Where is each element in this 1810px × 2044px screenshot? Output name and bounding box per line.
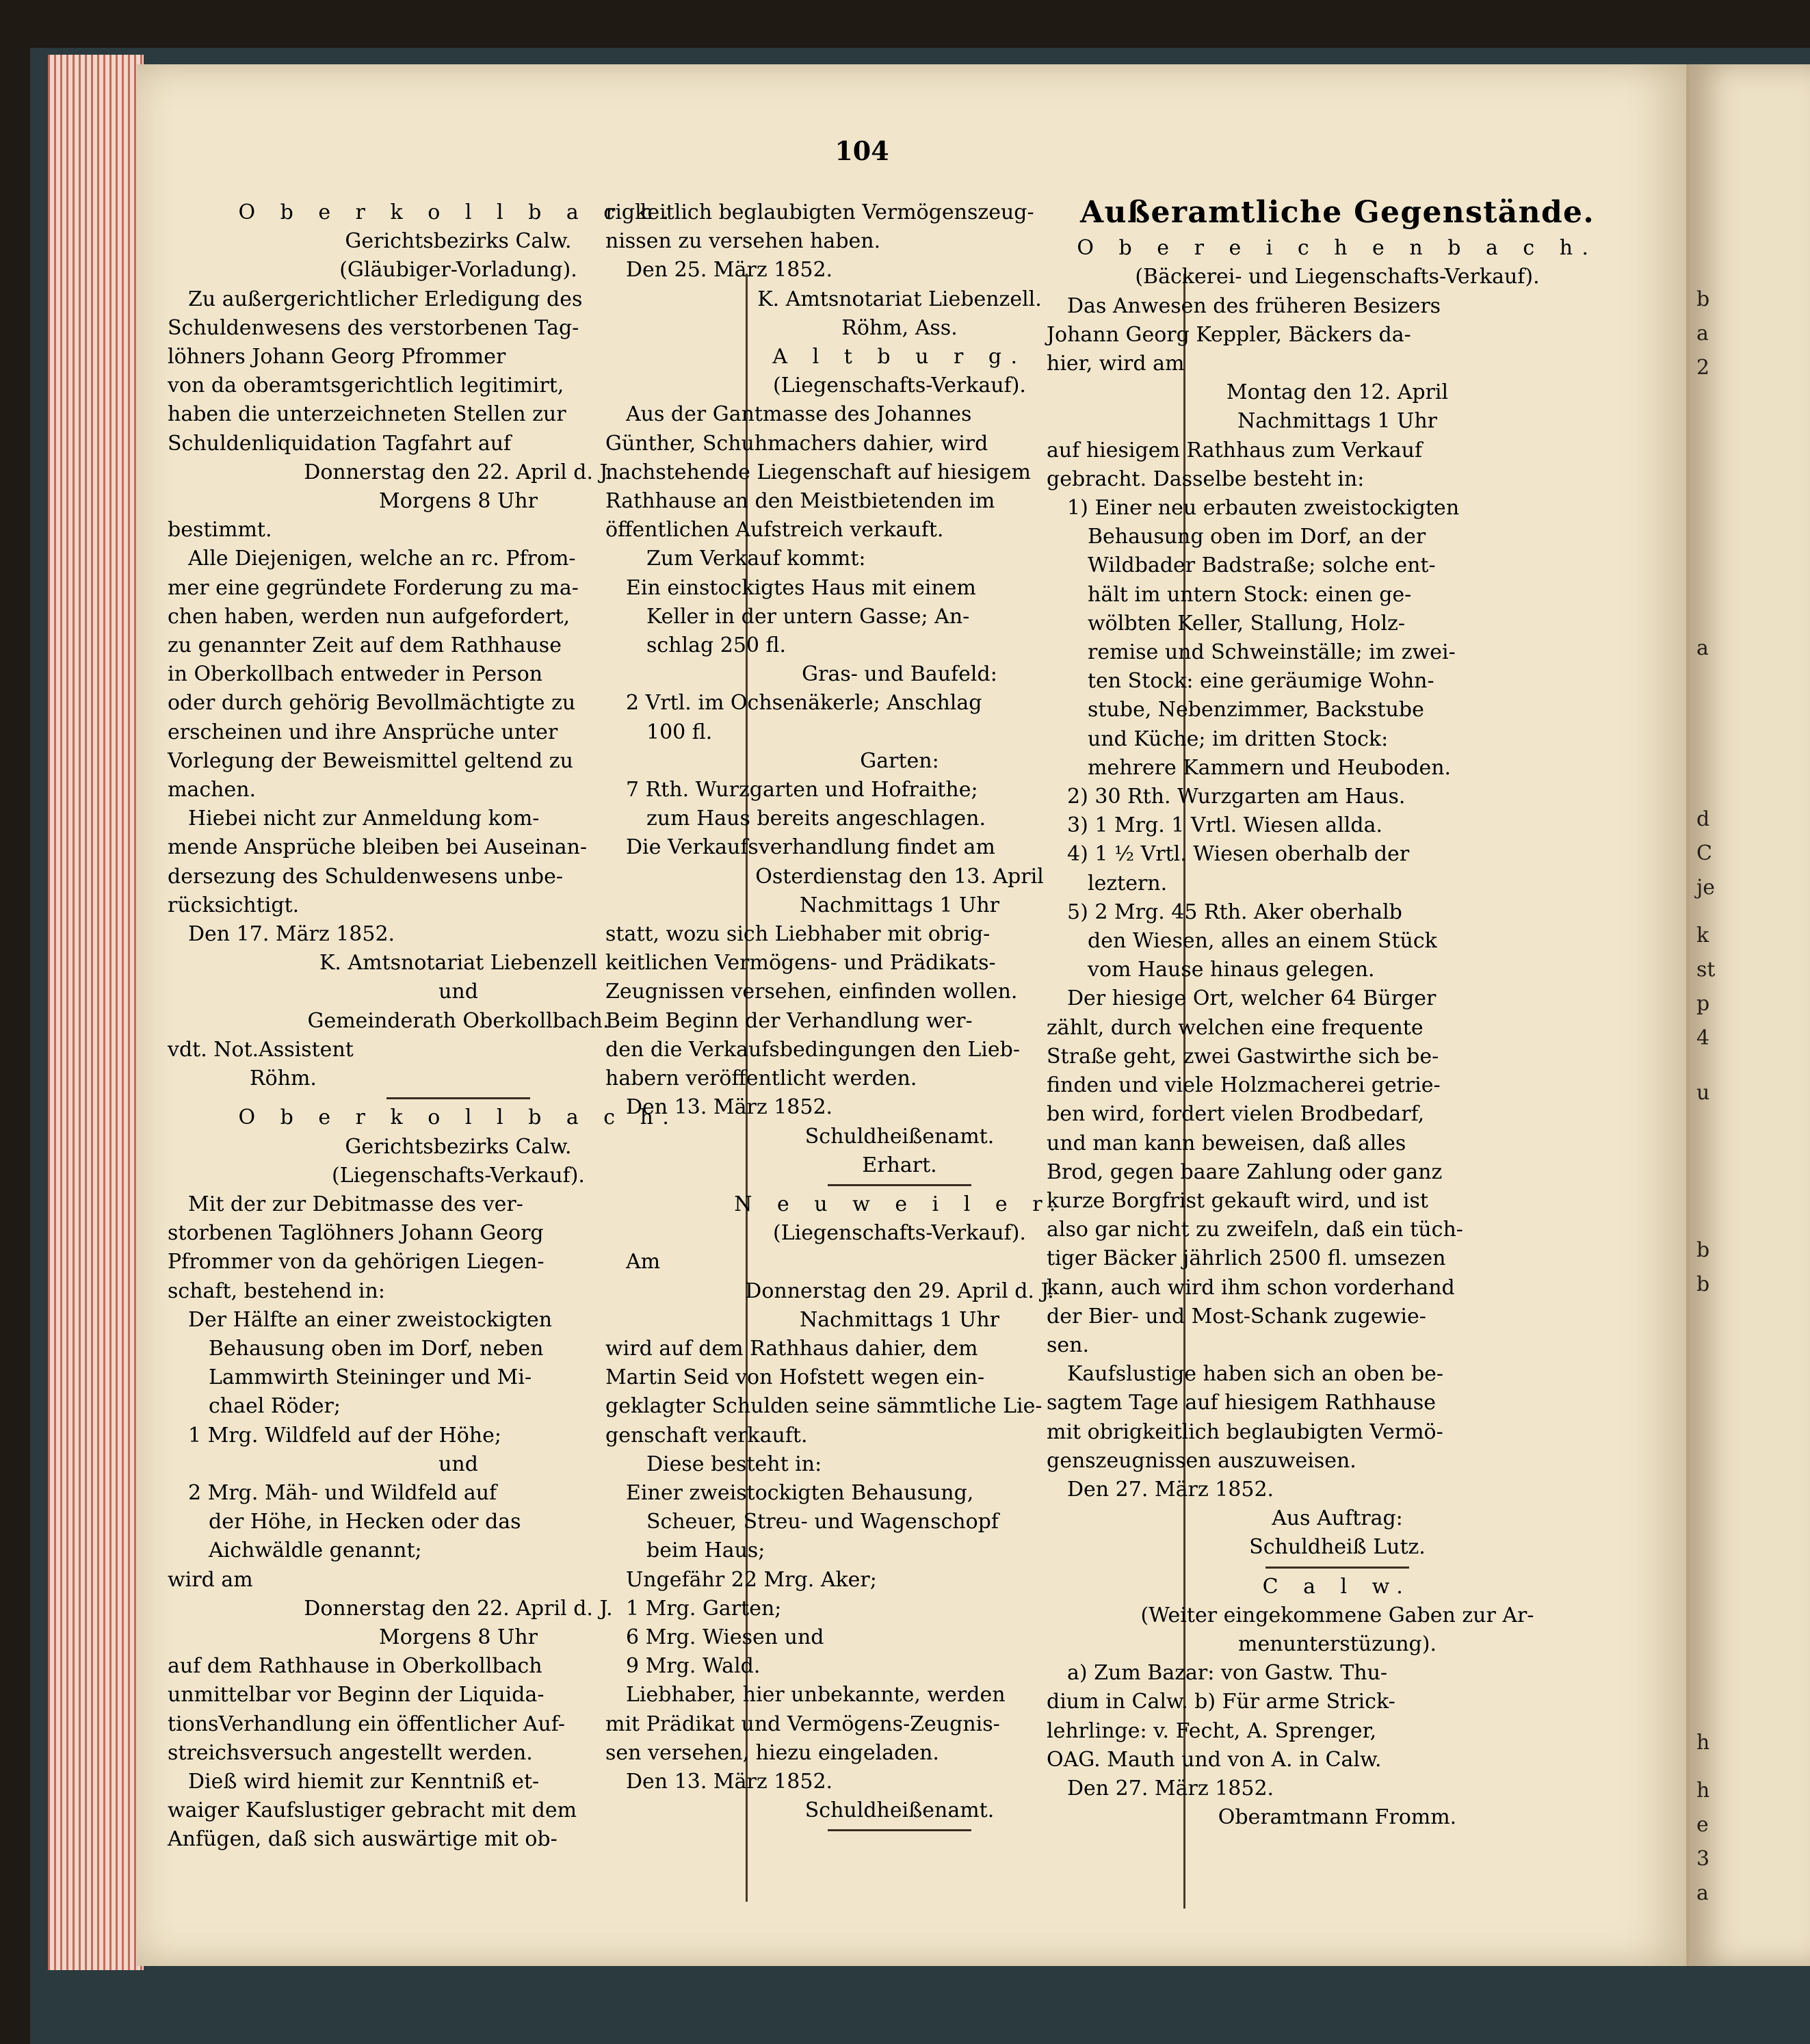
text-line: kann, auch wird ihm schon vorderhand xyxy=(1047,1275,1455,1300)
text-line: Gras- und Baufeld: xyxy=(802,662,997,687)
text-line: Zu außergerichtlicher Erledigung des xyxy=(188,287,583,311)
text-line: menunterstüzung). xyxy=(1238,1632,1437,1656)
text-line: Rathhause an den Meistbietenden im xyxy=(605,489,995,514)
text-line: Zeugnissen versehen, einfinden wollen. xyxy=(605,980,1018,1004)
text-line: Einer zweistockigten Behausung, xyxy=(626,1480,974,1505)
text-line: hält im untern Stock: einen ge- xyxy=(1088,582,1412,607)
text-line: ben wird, fordert vielen Brodbedarf, xyxy=(1047,1102,1425,1127)
text-line: und man kann beweisen, daß alles xyxy=(1047,1131,1406,1155)
text-line: 5) 2 Mrg. 45 Rth. Aker oberhalb xyxy=(1067,900,1402,924)
text-line: zu genannter Zeit auf dem Rathhause xyxy=(168,633,562,658)
text-line: (Gläubiger-Vorladung). xyxy=(339,258,577,283)
text-line: auf dem Rathhause in Oberkollbach xyxy=(168,1654,542,1679)
text-line: Nachmittags 1 Uhr xyxy=(799,1307,999,1332)
text-line: statt, wozu sich Liebhaber mit obrig- xyxy=(605,922,991,947)
text-line: Behausung oben im Dorf, neben xyxy=(209,1336,544,1361)
text-line: Pfrommer von da gehörigen Liegen- xyxy=(168,1250,545,1274)
text-line: 9 Mrg. Wald. xyxy=(626,1654,761,1679)
fragment-text: 4 xyxy=(1696,1026,1710,1050)
text-line: machen. xyxy=(168,778,257,802)
text-line: auf hiesigem Rathhaus zum Verkauf xyxy=(1047,438,1423,462)
text-line: und Küche; im dritten Stock: xyxy=(1088,726,1389,751)
text-line: Die Verkaufsverhandlung findet am xyxy=(626,835,995,860)
text-line: 7 Rth. Wurzgarten und Hofraithe; xyxy=(626,778,978,802)
text-line: dersezung des Schuldenwesens unbe- xyxy=(168,864,563,889)
text-line: O b e r e i c h e n b a c h. xyxy=(1077,236,1598,261)
text-line: remise und Schweinställe; im zwei- xyxy=(1088,640,1456,665)
text-line: Röhm. xyxy=(250,1066,317,1091)
text-line: Nachmittags 1 Uhr xyxy=(1237,409,1437,434)
text-line: Aus Auftrag: xyxy=(1272,1506,1403,1531)
text-line: O b e r k o l l b a c h. xyxy=(238,200,679,224)
text-line: den Wiesen, alles an einem Stück xyxy=(1088,929,1437,954)
text-line: oder durch gehörig Bevollmächtigte zu xyxy=(168,691,576,716)
fragment-text: b xyxy=(1696,287,1710,311)
text-line: 2 Mrg. Mäh- und Wildfeld auf xyxy=(188,1480,497,1505)
text-line: Hiebei nicht zur Anmeldung kom- xyxy=(188,807,540,831)
text-line: 1 Mrg. Garten; xyxy=(626,1596,782,1621)
text-line: chen haben, werden nun aufgefordert, xyxy=(168,604,570,629)
text-line: nissen zu versehen haben. xyxy=(605,229,881,254)
text-line: storbenen Taglöhners Johann Georg xyxy=(168,1221,544,1246)
next-page-fragment xyxy=(1690,64,1810,1966)
text-line: Mit der zur Debitmasse des ver- xyxy=(188,1192,523,1216)
text-line: und xyxy=(438,1452,478,1476)
text-line: 6 Mrg. Wiesen und xyxy=(626,1625,824,1649)
text-line: schaft, bestehend in: xyxy=(168,1279,385,1303)
text-line: Morgens 8 Uhr xyxy=(379,1625,538,1649)
text-line: vom Hause hinaus gelegen. xyxy=(1088,958,1375,982)
text-line: der Bier- und Most-Schank zugewie- xyxy=(1047,1304,1426,1328)
text-line: zum Haus bereits angeschlagen. xyxy=(646,807,986,831)
text-line: Erhart. xyxy=(862,1153,937,1177)
text-line: Brod, gegen baare Zahlung oder ganz xyxy=(1047,1159,1443,1184)
text-line: von da oberamtsgerichtlich legitimirt, xyxy=(168,374,564,398)
text-line: finden und viele Holzmacherei getrie- xyxy=(1047,1073,1441,1098)
text-line: mit obrigkeitlich beglaubigten Vermö- xyxy=(1047,1419,1443,1444)
text-line: also gar nicht zu zweifeln, daß ein tüch- xyxy=(1047,1218,1463,1242)
text-line: leztern. xyxy=(1088,871,1168,895)
text-line: keitlichen Vermögens- und Prädikats- xyxy=(605,951,996,975)
text-line: sagtem Tage auf hiesigem Rathhause xyxy=(1047,1391,1437,1415)
text-line: Den 13. März 1852. xyxy=(626,1769,833,1794)
text-line: Nachmittags 1 Uhr xyxy=(799,893,999,917)
text-line: tionsVerhandlung ein öffentlicher Auf- xyxy=(168,1712,565,1736)
text-line: Gerichtsbezirks Calw. xyxy=(345,1134,572,1159)
fragment-text: b xyxy=(1696,1272,1710,1296)
text-line: tiger Bäcker jährlich 2500 fl. umsezen xyxy=(1047,1246,1446,1271)
text-line: K. Amtsnotariat Liebenzell xyxy=(319,951,598,975)
text-line: Schuldheiß Lutz. xyxy=(1249,1535,1426,1560)
fragment-text: h xyxy=(1696,1779,1710,1803)
text-line: Kaufslustige haben sich an oben be- xyxy=(1067,1362,1443,1387)
text-line: Schuldenwesens des verstorbenen Tag- xyxy=(168,315,579,340)
text-line: erscheinen und ihre Ansprüche unter xyxy=(168,720,558,744)
text-line: K. Amtsnotariat Liebenzell. xyxy=(757,287,1042,311)
text-line: Keller in der untern Gasse; An- xyxy=(646,604,970,629)
notice-separator xyxy=(828,1829,971,1831)
text-line: Günther, Schuhmachers dahier, wird xyxy=(605,431,988,456)
text-line: Gemeinderath Oberkollbach. xyxy=(307,1008,609,1033)
text-line: wird am xyxy=(168,1567,253,1592)
text-line: löhners Johann Georg Pfrommer xyxy=(168,345,506,369)
fragment-text: a xyxy=(1696,322,1709,345)
text-line: rücksichtigt. xyxy=(168,893,300,917)
text-line: Donnerstag den 22. April d. J. xyxy=(304,460,613,484)
text-line: OAG. Mauth und von A. in Calw. xyxy=(1047,1747,1382,1772)
text-line: lehrlinge: v. Fecht, A. Sprenger, xyxy=(1047,1718,1377,1743)
text-line: 1) Einer neu erbauten zweistockigten xyxy=(1067,496,1460,521)
text-line: zählt, durch welchen eine frequente xyxy=(1047,1015,1424,1040)
text-line: Morgens 8 Uhr xyxy=(379,489,538,514)
text-line: Schuldheißenamt. xyxy=(804,1798,995,1823)
text-line: Den 17. März 1852. xyxy=(188,922,395,947)
text-line: haben die unterzeichneten Stellen zur xyxy=(168,402,566,427)
text-line: Garten: xyxy=(860,748,939,773)
text-line: Beim Beginn der Verhandlung wer- xyxy=(605,1008,973,1033)
text-line: Oberamtmann Fromm. xyxy=(1218,1805,1457,1830)
text-line: öffentlichen Aufstreich verkauft. xyxy=(605,518,944,542)
text-line: der Höhe, in Hecken oder das xyxy=(209,1510,521,1534)
text-line: Donnerstag den 22. April d. J. xyxy=(304,1596,613,1621)
text-line: wird auf dem Rathhaus dahier, dem xyxy=(605,1336,978,1361)
page-number: 104 xyxy=(835,135,889,166)
text-line: N e u w e i l e r. xyxy=(734,1192,1065,1216)
text-line: Außeramtliche Gegenstände. xyxy=(1080,195,1595,230)
text-line: den die Verkaufsbedingungen den Lieb- xyxy=(605,1037,1020,1062)
text-line: a) Zum Bazar: von Gastw. Thu- xyxy=(1067,1661,1388,1686)
text-line: Den 27. März 1852. xyxy=(1067,1776,1274,1800)
fragment-text: h xyxy=(1696,1731,1710,1755)
text-line: O b e r k o l l b a c h. xyxy=(238,1105,679,1130)
fragment-text: C xyxy=(1696,841,1712,865)
fragment-text: je xyxy=(1696,876,1716,900)
text-line: Lammwirth Steininger und Mi- xyxy=(209,1365,532,1390)
fragment-text: a xyxy=(1696,1881,1709,1905)
fragment-text: 3 xyxy=(1696,1847,1710,1871)
text-line: Ungefähr 22 Mrg. Aker; xyxy=(626,1567,877,1592)
text-line: dium in Calw. b) Für arme Strick- xyxy=(1047,1690,1395,1714)
text-line: Aus der Gantmasse des Johannes xyxy=(626,402,972,427)
fragment-text: e xyxy=(1696,1813,1709,1837)
text-line: waiger Kaufslustiger gebracht mit dem xyxy=(168,1798,577,1823)
text-line: Scheuer, Streu- und Wagenschopf xyxy=(646,1510,999,1534)
text-line: streichsversuch angestellt werden. xyxy=(168,1740,533,1765)
text-line: Dieß wird hiemit zur Kenntniß et- xyxy=(188,1769,540,1794)
text-line: 4) 1 ½ Vrtl. Wiesen oberhalb der xyxy=(1067,842,1410,867)
text-line: (Liegenschafts-Verkauf). xyxy=(332,1163,585,1188)
text-line: Martin Seid von Hofstett wegen ein- xyxy=(605,1365,985,1390)
fragment-text: u xyxy=(1696,1081,1710,1105)
text-line: mehrere Kammern und Heuboden. xyxy=(1088,755,1452,780)
text-line: chael Röder; xyxy=(209,1394,341,1419)
text-line: 2) 30 Rth. Wurzgarten am Haus. xyxy=(1067,785,1406,809)
text-line: mende Ansprüche bleiben bei Auseinan- xyxy=(168,835,588,860)
text-line: ten Stock: eine geräumige Wohn- xyxy=(1088,669,1434,694)
text-line: 2 Vrtl. im Ochsenäkerle; Anschlag xyxy=(626,691,982,716)
text-line: und xyxy=(438,980,478,1004)
text-line: Der Hälfte an einer zweistockigten xyxy=(188,1307,553,1332)
text-line: schlag 250 fl. xyxy=(646,633,787,658)
text-line: in Oberkollbach entweder in Person xyxy=(168,662,543,687)
text-line: Liebhaber, hier unbekannte, werden xyxy=(626,1683,1006,1707)
text-line: 3) 1 Mrg. 1 Vrtl. Wiesen allda. xyxy=(1067,813,1383,838)
text-line: Ein einstockigtes Haus mit einem xyxy=(626,575,976,600)
text-line: mer eine gegründete Forderung zu ma- xyxy=(168,575,579,600)
text-line: Der hiesige Ort, welcher 64 Bürger xyxy=(1067,986,1437,1011)
text-line: unmittelbar vor Beginn der Liquida- xyxy=(168,1683,545,1707)
text-line: genszeugnissen auszuweisen. xyxy=(1047,1448,1356,1473)
fragment-text: a xyxy=(1696,636,1709,660)
text-line: stube, Nebenzimmer, Backstube xyxy=(1088,698,1424,722)
text-line: Wildbader Badstraße; solche ent- xyxy=(1088,553,1436,578)
fragment-text: b xyxy=(1696,1238,1710,1262)
notice-separator xyxy=(386,1097,530,1099)
fragment-text: 2 xyxy=(1696,356,1710,380)
fragment-text: st xyxy=(1696,958,1716,982)
text-line: Osterdienstag den 13. April xyxy=(755,864,1044,889)
text-line: habern veröffentlicht werden. xyxy=(605,1066,917,1091)
text-line: Behausung oben im Dorf, an der xyxy=(1088,525,1426,549)
text-line: (Weiter eingekommene Gaben zur Ar- xyxy=(1140,1603,1534,1627)
text-line: Den 13. März 1852. xyxy=(626,1095,833,1120)
text-line: Montag den 12. April xyxy=(1226,380,1449,405)
text-line: 1 Mrg. Wildfeld auf der Höhe; xyxy=(188,1423,501,1447)
text-line: Das Anwesen des früheren Besizers xyxy=(1067,293,1441,318)
text-line: Johann Georg Keppler, Bäckers da- xyxy=(1047,322,1411,347)
text-line: Vorlegung der Beweismittel geltend zu xyxy=(168,748,573,773)
text-line: Schuldenliquidation Tagfahrt auf xyxy=(168,431,512,456)
text-line: Gerichtsbezirks Calw. xyxy=(345,229,572,254)
text-line: A l t b u r g. xyxy=(772,345,1027,369)
text-line: wölbten Keller, Stallung, Holz- xyxy=(1088,611,1405,636)
text-line: Aichwäldle genannt; xyxy=(209,1538,422,1563)
text-line: gebracht. Dasselbe besteht in: xyxy=(1047,467,1365,491)
text-line: geklagter Schulden seine sämmtliche Lie- xyxy=(605,1394,1042,1419)
text-line: C a l w. xyxy=(1262,1574,1413,1599)
text-line: Röhm, Ass. xyxy=(841,315,958,340)
text-line: Schuldheißenamt. xyxy=(804,1124,995,1149)
text-line: sen versehen, hiezu eingeladen. xyxy=(605,1740,939,1765)
column-3 xyxy=(1047,195,1628,1832)
text-line: bestimmt. xyxy=(168,518,272,542)
text-line: mit Prädikat und Vermögens-Zeugnis- xyxy=(605,1712,1000,1736)
text-line: (Liegenschafts-Verkauf). xyxy=(773,374,1026,398)
text-line: beim Haus; xyxy=(646,1538,765,1563)
text-line: genschaft verkauft. xyxy=(605,1423,808,1447)
text-line: (Liegenschafts-Verkauf). xyxy=(773,1221,1026,1246)
text-line: Zum Verkauf kommt: xyxy=(646,547,866,571)
notice-separator xyxy=(1265,1567,1409,1569)
text-line: Donnerstag den 29. April d. J. xyxy=(745,1279,1054,1303)
text-line: rigkeitlich beglaubigten Vermögenszeug- xyxy=(605,200,1034,224)
text-line: Diese besteht in: xyxy=(646,1452,822,1476)
text-line: Straße geht, zwei Gastwirthe sich be- xyxy=(1047,1044,1439,1069)
text-line: sen. xyxy=(1047,1333,1090,1357)
text-line: vdt. Not.Assistent xyxy=(168,1037,354,1062)
notice-separator xyxy=(828,1184,971,1186)
fragment-text: k xyxy=(1696,923,1709,947)
text-line: (Bäckerei- und Liegenschafts-Verkauf). xyxy=(1135,265,1540,289)
text-line: hier, wird am xyxy=(1047,352,1185,376)
fragment-text: d xyxy=(1696,807,1710,831)
text-line: Anfügen, daß sich auswärtige mit ob- xyxy=(168,1827,558,1852)
text-line: Am xyxy=(626,1250,661,1274)
page-edges xyxy=(48,55,144,1970)
text-line: 100 fl. xyxy=(646,720,713,744)
fragment-text: p xyxy=(1696,992,1710,1016)
text-line: Den 25. März 1852. xyxy=(626,258,833,283)
text-line: Alle Diejenigen, welche an rc. Pfrom- xyxy=(188,547,576,571)
text-line: Den 27. März 1852. xyxy=(1067,1477,1274,1502)
text-line: nachstehende Liegenschaft auf hiesigem xyxy=(605,460,1031,484)
text-line: kurze Borgfrist gekauft wird, und ist xyxy=(1047,1188,1428,1213)
